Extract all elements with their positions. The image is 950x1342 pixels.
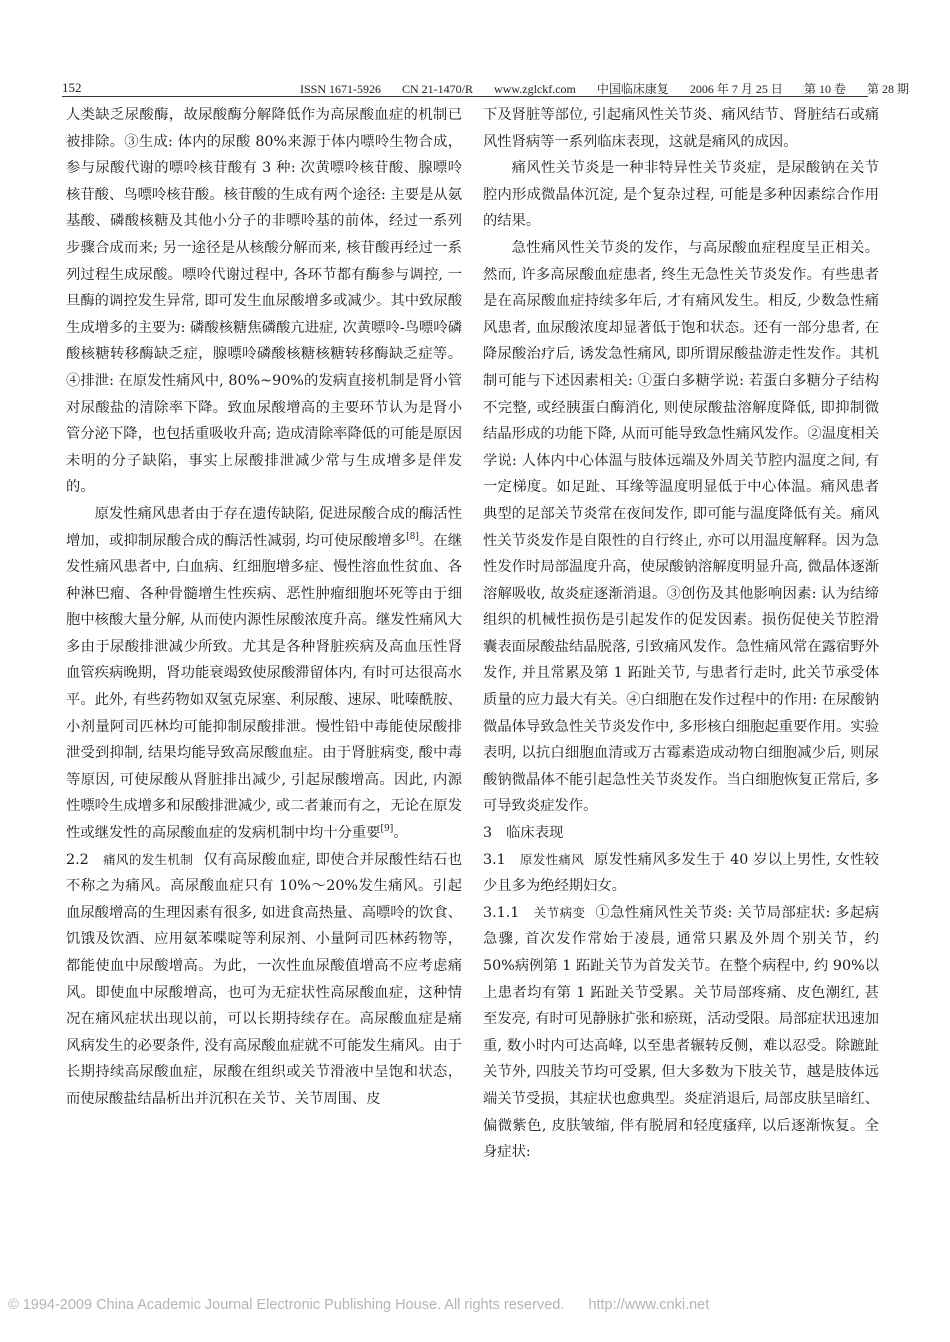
subsection-title: 关节病变 (533, 904, 586, 920)
paragraph: 痛风性关节炎是一种非特异性关节炎症，是尿酸钠在关节腔内形成微晶体沉淀, 是个复杂过程, 可能是多种因素综合作用的结果。 (483, 160, 879, 230)
subsection-paragraph (483, 847, 879, 900)
paragraph-text: 原发性痛风多发生于 40 岁以上男性, 女性较少且多为绝经期妇女。 (483, 851, 879, 895)
section-number: 3 (483, 825, 493, 842)
issue-date: 2006 年 7 月 25 日 (689, 82, 783, 96)
issn: ISSN 1671-5926 (300, 82, 382, 96)
paragraph-text: 原发性痛风患者由于存在遗传缺陷, 促进尿酸合成的酶活性增加，或抑制尿酸合成的酶活性减弱, 均可使尿酸增多 (66, 505, 462, 549)
section-title: 临床表现 (506, 825, 564, 842)
journal-name: 中国临床康复 (596, 82, 669, 96)
subsection-paragraph (66, 847, 462, 1113)
subsection-title: 原发性痛风 (519, 851, 585, 867)
header-divider (62, 96, 868, 97)
citation: [9] (380, 824, 394, 835)
publisher-url: http://www.cnki.net (588, 1297, 710, 1313)
section-number: 3.1.1 (483, 904, 520, 921)
subsection-paragraph (483, 900, 879, 1166)
page-header (0, 0, 950, 100)
right-column (483, 102, 879, 1166)
section-number: 2.2 (66, 851, 89, 868)
paragraph-text: 仅有高尿酸血症, 即使合并尿酸性结石也不称之为痛风。高尿酸血症只有 10%～20%发生痛风。引起血尿酸增高的生理因素有很多, 如进食高热量、高嘌呤的饮食、饥饿及饮酒、应用氨苯喋啶等利尿剂、小量阿司匹林药物等，都能使血中尿酸增高。为此，一次性血尿酸值增高不应考虑痛风。即使血中尿酸增高，也可为无症状性高尿酸血症，这种情况在痛风症状出现以前，可以长期持续存在。高尿酸血症是痛风病发生的必要条件, 没有高尿酸血症就不可能发生痛风。由于长期持续高尿酸血症，尿酸在组织或关节滑液中呈饱和状态，而使尿酸盐结晶析出并沉积在关节、关节周围、皮 (66, 851, 462, 1107)
paragraph: 人类缺乏尿酸酶，故尿酸酶分解降低作为高尿酸血症的机制已被排除。③生成: 体内的尿酸 80%来源于体内嘌呤生物合成，参与尿酸代谢的嘌呤核苷酸有 3 种: 次黄嘌呤核苷酸、腺嘌呤核苷酸、鸟嘌呤核苷酸。核苷酸的生成有两个途径: 主要是从氨基酸、磷酸核糖及其他小分子的非嘌呤基的前体，经过一系列步骤合成而来; 另一途径是从核酸分解而来, 核苷酸再经过一系列过程生成尿酸。嘌呤代谢过程中, 各环节都有酶参与调控, 一旦酶的调控发生异常, 即可发生血尿酸增多或减少。其中致尿酸生成增多的主要为: 磷酸核糖焦磷酸亢进症, 次黄嘌呤-鸟嘌呤磷酸核糖转移酶缺乏症，腺嘌呤磷酸核糖核糖转移酶缺乏症等。④排泄: 在原发性痛风中, 80%~90%的发病直接机制是肾小管对尿酸盐的清除率下降。致血尿酸增高的主要环节认为是肾小管分泌下降，也包括重吸收升高; 造成清除率降低的可能是原因未明的分子缺陷，事实上尿酸排泄减少常与生成增多是伴发的。 (66, 107, 462, 496)
copyright-notice: © 1994-2009 China Academic Journal Electronic Publishing House. All rights reserved. (8, 1297, 565, 1313)
volume: 第 10 卷 (803, 82, 846, 96)
issue: 第 28 期 (866, 82, 909, 96)
left-column (66, 102, 462, 1113)
journal-website: www.zglckf.com (494, 82, 576, 96)
paragraph-text: 。 (393, 825, 408, 842)
section-heading (483, 820, 879, 847)
subsection-title: 痛风的发生机制 (102, 851, 194, 867)
journal-meta (300, 80, 909, 97)
paragraph (66, 501, 462, 847)
paragraph-text: ①急性痛风性关节炎: 关节局部症状: 多起病急骤, 首次发作常始于凌晨, 通常只累及外周个别关节，约 50%病例第 1 跖趾关节为首发关节。在整个病程中, 约 90%以上患者均有第 1 跖趾关节受累。关节局部疼痛、皮色潮红, 甚至发亮, 有时可见静脉扩张和瘀斑，活动受限。局部症状迅速加重, 数小时内可达高峰, 以至患者辗转反侧，难以忍受。除蹠趾关节外, 四肢关节均可受累, 但大多数为下肢关节，越是肢体远端关节受损，其症状也愈典型。炎症消退后, 局部皮肤呈暗红、偏微紫色, 皮肤皱缩, 伴有脱屑和轻度瘙痒, 以后逐渐恢复。全身症状: (483, 904, 879, 1161)
section-number: 3.1 (483, 851, 506, 868)
cn-number: CN 21-1470/R (402, 82, 474, 96)
citation: [8] (406, 531, 419, 542)
paragraph: 下及肾脏等部位, 引起痛风性关节炎、痛风结节、肾脏结石或痛风性肾病等一系列临床表现，这就是痛风的成因。 (483, 107, 879, 150)
page-number: 152 (62, 80, 82, 95)
copyright-footer (8, 1297, 938, 1313)
paragraph-text: 。在继发性痛风患者中, 白血病、红细胞增多症、慢性溶血性贫血、各种淋巴瘤、各种骨髓增生性疾病、恶性肿瘤细胞坏死等由于细胞中核酸大量分解, 从而使内源性尿酸浓度升高。继发性痛风大多由于尿酸排泄减少所致。尤其是各种肾脏疾病及高血压性肾血管疾病晚期，肾功能衰竭致使尿酸滞留体内, 有时可达很高水平。此外, 有些药物如双氢克尿塞、利尿酸、速尿、吡嗪酰胺、小剂量阿司匹林均可能抑制尿酸排泄。慢性铅中毒能使尿酸排泄受到抑制, 结果均能导致高尿酸血症。由于肾脏病变, 酸中毒等原因, 可使尿酸从肾脏排出减少, 引起尿酸增高。因此, 内源性嘌呤生成增多和尿酸排泄减少, 或二者兼而有之，无论在原发性或继发性的高尿酸血症的发病机制中均十分重要 (66, 532, 463, 842)
paragraph: 急性痛风性关节炎的发作，与高尿酸血症程度呈正相关。然而, 许多高尿酸血症患者, 终生无急性关节炎发作。有些患者是在高尿酸血症持续多年后, 才有痛风发生。相反, 少数急性痛风患者, 血尿酸浓度却显著低于饱和状态。还有一部分患者, 在降尿酸治疗后, 诱发急性痛风, 即所谓尿酸盐游走性发作。其机制可能与下述因素相关: ①蛋白多糖学说: 若蛋白多糖分子结构不完整, 或经胰蛋白酶消化, 则使尿酸盐溶解度降低, 即抑制微结晶形成的功能下降, 从而可能导致急性痛风发作。②温度相关学说: 人体内中心体温与肢体远端及外周关节腔内温度之间, 有一定梯度。如足趾、耳缘等温度明显低于中心体温。痛风患者典型的足部关节炎常在夜间发作, 即可能与温度降低有关。痛风性关节炎发作是自限性的自行终止, 亦可以用温度解释。因为急性发作时局部温度升高，使尿酸钠溶解度明显升高, 微晶体逐渐溶解吸收, 故炎症逐渐消退。③创伤及其他影响因素: 认为结缔组织的机械性损伤是引起发作的促发因素。损伤促使关节腔滑囊表面尿酸盐结晶脱落, 引致痛风发作。急性痛风常在露宿野外发作, 并且常累及第 1 跖趾关节, 与患者行走时, 此关节承受体质量的应力最大有关。④白细胞在发作过程中的作用: 在尿酸钠微晶体导致急性关节炎发作中, 多形核白细胞起重要作用。实验表明, 以抗白细胞血清或万古霉素造成动物白细胞减少后, 则尿酸钠微晶体不能引起急性关节炎发作。当白细胞恢复正常后, 多可导致炎症发作。 (483, 239, 879, 815)
